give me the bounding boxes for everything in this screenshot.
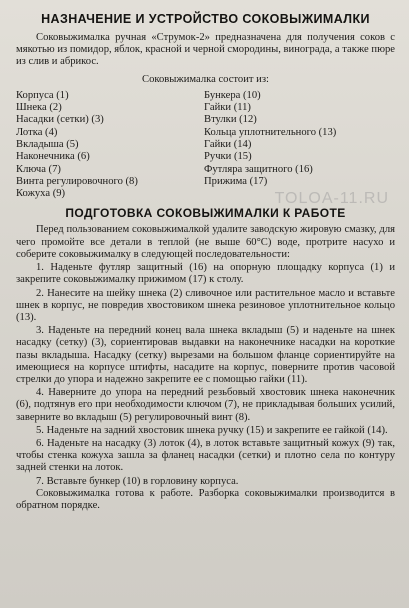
prep-intro-paragraph: Перед пользованием соковыжималкой удалите заводскую жировую смазку, для чего промойте все детали в теплой (не выше 60°С) воде, протрите насухо и соберите соковыжималку в следующей последовательности: <box>16 224 395 260</box>
closing-paragraph: Соковыжималка готова к работе. Разборка соковыжималки производится в обратном порядке. <box>16 487 395 511</box>
part-item: Гайки (11) <box>204 102 251 114</box>
parts-heading: Соковыжималка состоит из: <box>142 73 269 85</box>
part-item: Кожуха (9) <box>16 188 66 200</box>
watermark: TOLOA-11.RU <box>274 190 389 207</box>
part-item: Бункера (10) <box>204 89 261 101</box>
parts-column-left <box>16 90 204 201</box>
assembly-steps <box>16 262 395 488</box>
step-paragraph: 7. Вставьте бункер (10) в горловину корпуса. <box>36 475 239 487</box>
part-item: Кольца уплотнительного (13) <box>204 126 337 138</box>
part-item: Футляра защитного (16) <box>204 163 313 175</box>
part-item: Втулки (12) <box>204 114 257 126</box>
part-item: Насадки (сетки) (3) <box>16 114 104 126</box>
parts-column-right <box>204 90 395 201</box>
step-paragraph: 5. Наденьте на задний хвостовик шнека ручку (15) и закрепите ее гайкой (14). <box>36 424 388 436</box>
part-item: Корпуса (1) <box>16 89 69 101</box>
part-item: Вкладыша (5) <box>16 139 79 150</box>
part-item: Гайки (14) <box>204 139 252 150</box>
part-item: Ручки (15) <box>204 151 252 163</box>
part-item: Лотка (4) <box>16 126 58 138</box>
step-paragraph: 2. Нанесите на шейку шнека (2) сливочное или растительное масло и вставьте шнек в корпус, не повредив хвостовиком шнека резиновое уплотнительное кольцо (13). <box>16 287 395 323</box>
part-item: Шнека (2) <box>16 102 62 114</box>
step-paragraph: 4. Наверните до упора на передний резьбовый хвостовик шнека наконечник (6), подтянув его при необходимости ключом (7), не прикладывая больших усилий, заверните во вкладыш (5) регулировочный винт (8). <box>16 387 395 423</box>
page-title: НАЗНАЧЕНИЕ И УСТРОЙСТВО СОКОВЫЖИМАЛКИ <box>41 12 370 26</box>
step-paragraph: 3. Наденьте на передний конец вала шнека вкладыш (5) и наденьте на шнек насадку (сетку) (3), сориентировав выдавки на наконечнике насадки на короткие пазы вкладыша. Насадку (сетку) вырезами на большом фланце сориентируйте на имеющиеся на корпусе штифты, насадите на корпус, поверните против часовой стрелки до упора и надежно закрепите ее с помощью гайки (11). <box>16 325 395 385</box>
parts-list <box>16 90 395 201</box>
part-item: Наконечника (6) <box>16 151 90 163</box>
part-item: Винта регулировочного (8) <box>16 175 138 187</box>
intro-paragraph: Соковыжималка ручная «Струмок-2» предназначена для получения соков с мякотью из помидор, яблок, красной и черной смородины, винограда, а также пюре из слив и абрикос. <box>16 32 395 68</box>
section-title: ПОДГОТОВКА СОКОВЫЖИМАЛКИ К РАБОТЕ <box>65 206 346 221</box>
step-paragraph: 1. Наденьте футляр защитный (16) на опорную площадку корпуса (1) и закрепите соковыжималку прижимом (17) к столу. <box>16 262 395 286</box>
part-item: Прижима (17) <box>204 175 268 187</box>
part-item: Ключа (7) <box>16 163 61 175</box>
step-paragraph: 6. Наденьте на насадку (3) лоток (4), в лоток вставьте защитный кожух (9) так, чтобы стенка кожуха зашла за фланец насадки (сетки) и плотно села по контуру задней стенки на лоток. <box>16 437 395 474</box>
